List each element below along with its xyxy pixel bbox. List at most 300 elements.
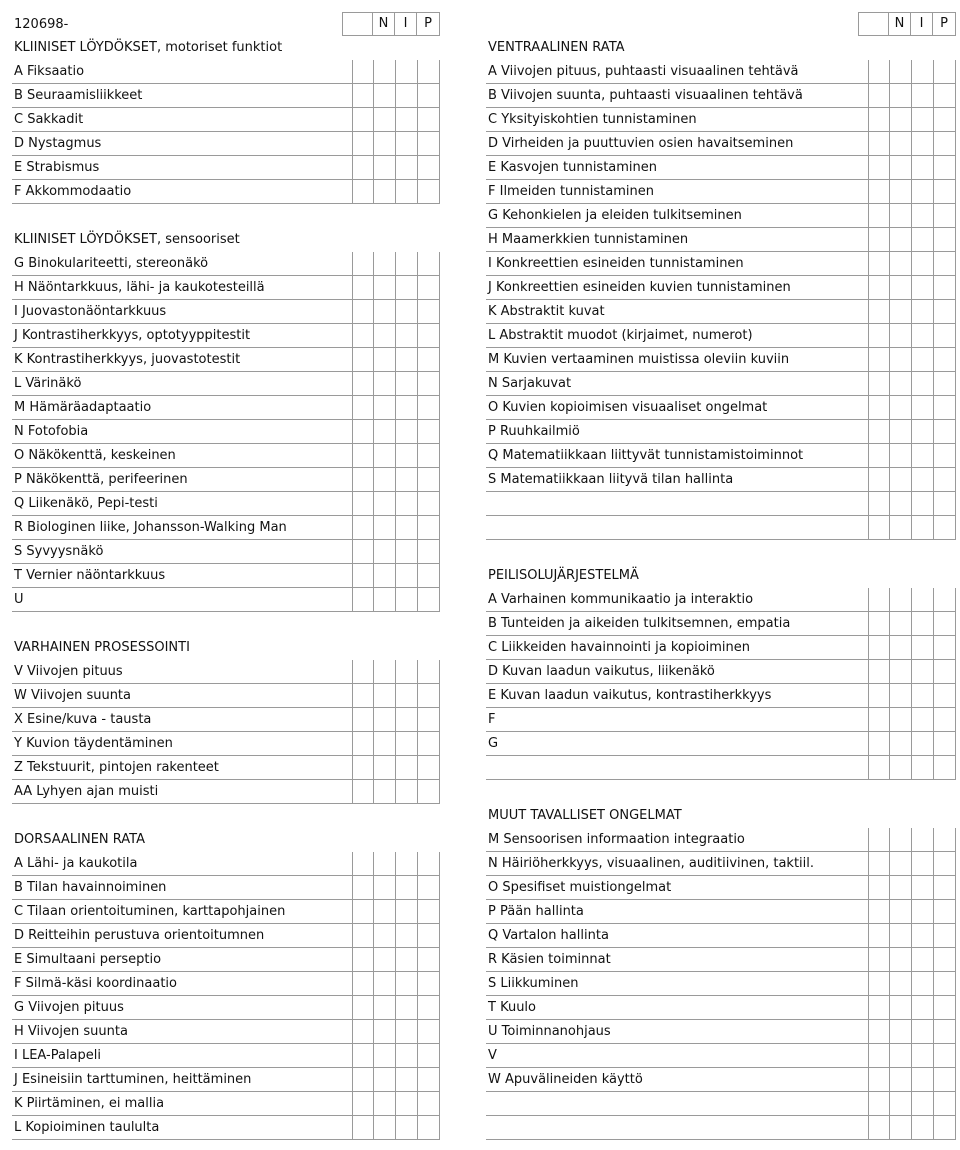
rating-cell-blank[interactable] [353, 540, 374, 563]
rating-cell-i[interactable] [396, 1068, 418, 1091]
rating-cell-blank[interactable] [353, 468, 374, 491]
rating-cell-p[interactable] [934, 972, 956, 995]
rating-cell-i[interactable] [396, 1020, 418, 1043]
rating-cell-n[interactable] [374, 420, 396, 443]
rating-cell-blank[interactable] [353, 684, 374, 707]
rating-cell-p[interactable] [934, 468, 956, 491]
rating-cell-i[interactable] [912, 1020, 934, 1043]
rating-cell-blank[interactable] [353, 108, 374, 131]
rating-cell-blank[interactable] [353, 924, 374, 947]
rating-cell-blank[interactable] [869, 996, 890, 1019]
rating-cell-i[interactable] [912, 492, 934, 515]
rating-cell-p[interactable] [418, 1116, 440, 1139]
rating-cell-i[interactable] [396, 156, 418, 179]
rating-cell-p[interactable] [418, 780, 440, 803]
rating-cell-i[interactable] [396, 468, 418, 491]
rating-cell-blank[interactable] [869, 756, 890, 779]
rating-cell-i[interactable] [912, 84, 934, 107]
rating-cell-blank[interactable] [869, 1044, 890, 1067]
rating-cell-i[interactable] [912, 996, 934, 1019]
rating-cell-p[interactable] [934, 852, 956, 875]
rating-cell-blank[interactable] [869, 156, 890, 179]
rating-cell-n[interactable] [890, 948, 912, 971]
rating-cell-i[interactable] [912, 324, 934, 347]
rating-cell-n[interactable] [374, 1044, 396, 1067]
rating-cell-p[interactable] [418, 1020, 440, 1043]
rating-cell-i[interactable] [912, 396, 934, 419]
rating-cell-n[interactable] [890, 156, 912, 179]
rating-cell-i[interactable] [912, 276, 934, 299]
rating-cell-p[interactable] [418, 540, 440, 563]
rating-cell-blank[interactable] [353, 564, 374, 587]
rating-cell-p[interactable] [934, 1092, 956, 1115]
rating-cell-i[interactable] [912, 1068, 934, 1091]
rating-cell-n[interactable] [890, 468, 912, 491]
rating-cell-i[interactable] [912, 132, 934, 155]
rating-cell-i[interactable] [396, 252, 418, 275]
rating-cell-blank[interactable] [869, 372, 890, 395]
rating-cell-n[interactable] [374, 564, 396, 587]
rating-cell-p[interactable] [934, 300, 956, 323]
rating-cell-p[interactable] [934, 156, 956, 179]
rating-cell-n[interactable] [374, 876, 396, 899]
rating-cell-blank[interactable] [869, 516, 890, 539]
rating-cell-p[interactable] [934, 228, 956, 251]
rating-cell-blank[interactable] [869, 588, 890, 611]
rating-cell-blank[interactable] [353, 276, 374, 299]
rating-cell-blank[interactable] [353, 396, 374, 419]
rating-cell-blank[interactable] [869, 708, 890, 731]
rating-cell-n[interactable] [890, 684, 912, 707]
rating-cell-p[interactable] [934, 60, 956, 83]
rating-cell-blank[interactable] [869, 492, 890, 515]
rating-cell-i[interactable] [396, 348, 418, 371]
rating-cell-i[interactable] [396, 540, 418, 563]
rating-cell-i[interactable] [396, 996, 418, 1019]
rating-cell-n[interactable] [374, 60, 396, 83]
rating-cell-i[interactable] [396, 684, 418, 707]
rating-cell-blank[interactable] [353, 780, 374, 803]
rating-cell-blank[interactable] [353, 156, 374, 179]
rating-cell-n[interactable] [890, 1044, 912, 1067]
rating-cell-i[interactable] [396, 588, 418, 611]
rating-cell-n[interactable] [374, 948, 396, 971]
rating-cell-i[interactable] [912, 900, 934, 923]
rating-cell-n[interactable] [890, 492, 912, 515]
rating-cell-i[interactable] [396, 60, 418, 83]
rating-cell-n[interactable] [890, 1092, 912, 1115]
rating-cell-n[interactable] [890, 1116, 912, 1139]
rating-cell-blank[interactable] [869, 684, 890, 707]
rating-cell-p[interactable] [934, 612, 956, 635]
rating-cell-p[interactable] [934, 204, 956, 227]
rating-cell-n[interactable] [890, 228, 912, 251]
rating-cell-i[interactable] [912, 204, 934, 227]
rating-cell-p[interactable] [934, 516, 956, 539]
rating-cell-blank[interactable] [869, 636, 890, 659]
rating-cell-p[interactable] [934, 756, 956, 779]
rating-cell-blank[interactable] [353, 756, 374, 779]
rating-cell-blank[interactable] [869, 660, 890, 683]
rating-cell-p[interactable] [418, 1068, 440, 1091]
rating-cell-p[interactable] [418, 900, 440, 923]
rating-cell-i[interactable] [396, 900, 418, 923]
rating-cell-blank[interactable] [353, 300, 374, 323]
rating-cell-blank[interactable] [353, 900, 374, 923]
rating-cell-n[interactable] [890, 1020, 912, 1043]
rating-cell-n[interactable] [374, 108, 396, 131]
rating-cell-p[interactable] [418, 276, 440, 299]
rating-cell-n[interactable] [374, 1116, 396, 1139]
rating-cell-p[interactable] [934, 492, 956, 515]
rating-cell-i[interactable] [912, 444, 934, 467]
rating-cell-p[interactable] [418, 372, 440, 395]
rating-cell-n[interactable] [374, 924, 396, 947]
rating-cell-i[interactable] [912, 708, 934, 731]
rating-cell-n[interactable] [890, 996, 912, 1019]
rating-cell-blank[interactable] [353, 180, 374, 203]
rating-cell-n[interactable] [890, 636, 912, 659]
rating-cell-i[interactable] [912, 684, 934, 707]
rating-cell-blank[interactable] [869, 420, 890, 443]
rating-cell-i[interactable] [396, 948, 418, 971]
rating-cell-p[interactable] [418, 492, 440, 515]
rating-cell-blank[interactable] [353, 876, 374, 899]
rating-cell-n[interactable] [890, 900, 912, 923]
rating-cell-p[interactable] [418, 588, 440, 611]
rating-cell-blank[interactable] [353, 444, 374, 467]
rating-cell-n[interactable] [890, 252, 912, 275]
rating-cell-i[interactable] [396, 492, 418, 515]
rating-cell-i[interactable] [396, 756, 418, 779]
rating-cell-n[interactable] [374, 780, 396, 803]
rating-cell-p[interactable] [418, 396, 440, 419]
rating-cell-i[interactable] [396, 276, 418, 299]
rating-cell-blank[interactable] [353, 972, 374, 995]
rating-cell-n[interactable] [374, 372, 396, 395]
rating-cell-i[interactable] [912, 252, 934, 275]
rating-cell-blank[interactable] [353, 348, 374, 371]
rating-cell-i[interactable] [912, 468, 934, 491]
rating-cell-blank[interactable] [353, 948, 374, 971]
rating-cell-p[interactable] [934, 684, 956, 707]
rating-cell-i[interactable] [396, 396, 418, 419]
rating-cell-i[interactable] [912, 852, 934, 875]
rating-cell-p[interactable] [934, 1020, 956, 1043]
rating-cell-n[interactable] [374, 300, 396, 323]
rating-cell-n[interactable] [374, 588, 396, 611]
rating-cell-blank[interactable] [869, 396, 890, 419]
rating-cell-p[interactable] [934, 924, 956, 947]
rating-cell-i[interactable] [396, 324, 418, 347]
rating-cell-n[interactable] [890, 708, 912, 731]
rating-cell-n[interactable] [890, 876, 912, 899]
rating-cell-n[interactable] [374, 396, 396, 419]
rating-cell-p[interactable] [934, 252, 956, 275]
rating-cell-n[interactable] [374, 132, 396, 155]
rating-cell-n[interactable] [890, 756, 912, 779]
rating-cell-i[interactable] [912, 828, 934, 851]
rating-cell-blank[interactable] [869, 84, 890, 107]
rating-cell-i[interactable] [912, 180, 934, 203]
rating-cell-i[interactable] [396, 972, 418, 995]
rating-cell-blank[interactable] [353, 852, 374, 875]
rating-cell-i[interactable] [396, 420, 418, 443]
rating-cell-i[interactable] [396, 732, 418, 755]
rating-cell-p[interactable] [934, 636, 956, 659]
rating-cell-p[interactable] [934, 324, 956, 347]
rating-cell-n[interactable] [890, 324, 912, 347]
rating-cell-i[interactable] [396, 180, 418, 203]
rating-cell-blank[interactable] [353, 996, 374, 1019]
rating-cell-i[interactable] [912, 300, 934, 323]
rating-cell-n[interactable] [890, 852, 912, 875]
rating-cell-p[interactable] [418, 108, 440, 131]
rating-cell-n[interactable] [890, 132, 912, 155]
rating-cell-n[interactable] [374, 972, 396, 995]
rating-cell-blank[interactable] [869, 732, 890, 755]
rating-cell-blank[interactable] [869, 468, 890, 491]
rating-cell-blank[interactable] [353, 252, 374, 275]
rating-cell-n[interactable] [374, 84, 396, 107]
rating-cell-blank[interactable] [869, 180, 890, 203]
rating-cell-n[interactable] [374, 900, 396, 923]
rating-cell-p[interactable] [934, 660, 956, 683]
rating-cell-i[interactable] [396, 132, 418, 155]
rating-cell-blank[interactable] [353, 60, 374, 83]
rating-cell-blank[interactable] [869, 132, 890, 155]
rating-cell-p[interactable] [934, 132, 956, 155]
rating-cell-i[interactable] [396, 564, 418, 587]
rating-cell-i[interactable] [912, 636, 934, 659]
rating-cell-n[interactable] [890, 372, 912, 395]
rating-cell-blank[interactable] [353, 84, 374, 107]
rating-cell-blank[interactable] [869, 324, 890, 347]
rating-cell-n[interactable] [890, 108, 912, 131]
rating-cell-n[interactable] [374, 324, 396, 347]
rating-cell-p[interactable] [418, 420, 440, 443]
rating-cell-n[interactable] [890, 420, 912, 443]
rating-cell-blank[interactable] [353, 1068, 374, 1091]
rating-cell-blank[interactable] [869, 612, 890, 635]
rating-cell-p[interactable] [418, 132, 440, 155]
rating-cell-n[interactable] [374, 276, 396, 299]
rating-cell-p[interactable] [418, 684, 440, 707]
rating-cell-p[interactable] [934, 1068, 956, 1091]
rating-cell-i[interactable] [396, 780, 418, 803]
rating-cell-blank[interactable] [869, 828, 890, 851]
rating-cell-i[interactable] [396, 924, 418, 947]
rating-cell-blank[interactable] [869, 228, 890, 251]
rating-cell-p[interactable] [934, 1044, 956, 1067]
rating-cell-blank[interactable] [353, 708, 374, 731]
rating-cell-blank[interactable] [869, 300, 890, 323]
rating-cell-blank[interactable] [353, 660, 374, 683]
rating-cell-p[interactable] [934, 276, 956, 299]
rating-cell-p[interactable] [418, 180, 440, 203]
rating-cell-i[interactable] [396, 1044, 418, 1067]
rating-cell-n[interactable] [890, 204, 912, 227]
rating-cell-n[interactable] [374, 1068, 396, 1091]
rating-cell-i[interactable] [912, 420, 934, 443]
rating-cell-blank[interactable] [869, 444, 890, 467]
rating-cell-i[interactable] [912, 612, 934, 635]
rating-cell-i[interactable] [396, 372, 418, 395]
rating-cell-n[interactable] [374, 348, 396, 371]
rating-cell-i[interactable] [396, 84, 418, 107]
rating-cell-n[interactable] [890, 60, 912, 83]
rating-cell-p[interactable] [418, 156, 440, 179]
rating-cell-n[interactable] [374, 156, 396, 179]
rating-cell-p[interactable] [418, 660, 440, 683]
rating-cell-i[interactable] [912, 60, 934, 83]
rating-cell-blank[interactable] [353, 420, 374, 443]
rating-cell-i[interactable] [912, 348, 934, 371]
rating-cell-blank[interactable] [353, 1044, 374, 1067]
rating-cell-i[interactable] [396, 444, 418, 467]
rating-cell-i[interactable] [912, 756, 934, 779]
rating-cell-i[interactable] [912, 108, 934, 131]
rating-cell-n[interactable] [890, 732, 912, 755]
rating-cell-blank[interactable] [353, 1092, 374, 1115]
rating-cell-p[interactable] [934, 444, 956, 467]
rating-cell-p[interactable] [934, 108, 956, 131]
rating-cell-p[interactable] [418, 1092, 440, 1115]
rating-cell-p[interactable] [418, 468, 440, 491]
rating-cell-i[interactable] [396, 1116, 418, 1139]
rating-cell-n[interactable] [374, 540, 396, 563]
rating-cell-p[interactable] [418, 708, 440, 731]
rating-cell-n[interactable] [890, 924, 912, 947]
rating-cell-blank[interactable] [353, 516, 374, 539]
rating-cell-p[interactable] [418, 732, 440, 755]
rating-cell-i[interactable] [912, 588, 934, 611]
rating-cell-blank[interactable] [353, 1116, 374, 1139]
rating-cell-blank[interactable] [353, 588, 374, 611]
rating-cell-p[interactable] [418, 348, 440, 371]
rating-cell-p[interactable] [418, 300, 440, 323]
rating-cell-p[interactable] [934, 588, 956, 611]
rating-cell-blank[interactable] [353, 132, 374, 155]
rating-cell-n[interactable] [374, 1020, 396, 1043]
rating-cell-n[interactable] [374, 756, 396, 779]
rating-cell-n[interactable] [890, 1068, 912, 1091]
rating-cell-n[interactable] [374, 732, 396, 755]
rating-cell-i[interactable] [912, 732, 934, 755]
rating-cell-i[interactable] [912, 156, 934, 179]
rating-cell-n[interactable] [890, 972, 912, 995]
rating-cell-p[interactable] [418, 948, 440, 971]
rating-cell-p[interactable] [934, 180, 956, 203]
rating-cell-p[interactable] [934, 948, 956, 971]
rating-cell-n[interactable] [374, 180, 396, 203]
rating-cell-blank[interactable] [869, 60, 890, 83]
rating-cell-n[interactable] [890, 84, 912, 107]
rating-cell-i[interactable] [912, 948, 934, 971]
rating-cell-p[interactable] [418, 564, 440, 587]
rating-cell-blank[interactable] [869, 852, 890, 875]
rating-cell-n[interactable] [890, 588, 912, 611]
rating-cell-p[interactable] [934, 996, 956, 1019]
rating-cell-i[interactable] [396, 516, 418, 539]
rating-cell-blank[interactable] [869, 876, 890, 899]
rating-cell-i[interactable] [396, 1092, 418, 1115]
rating-cell-n[interactable] [374, 660, 396, 683]
rating-cell-i[interactable] [912, 516, 934, 539]
rating-cell-i[interactable] [396, 852, 418, 875]
rating-cell-p[interactable] [934, 420, 956, 443]
rating-cell-blank[interactable] [353, 732, 374, 755]
rating-cell-n[interactable] [890, 300, 912, 323]
rating-cell-n[interactable] [374, 252, 396, 275]
rating-cell-p[interactable] [934, 348, 956, 371]
rating-cell-i[interactable] [912, 1116, 934, 1139]
rating-cell-n[interactable] [374, 996, 396, 1019]
rating-cell-n[interactable] [890, 828, 912, 851]
rating-cell-n[interactable] [374, 708, 396, 731]
rating-cell-blank[interactable] [353, 372, 374, 395]
rating-cell-blank[interactable] [869, 1020, 890, 1043]
rating-cell-i[interactable] [912, 660, 934, 683]
rating-cell-blank[interactable] [869, 204, 890, 227]
rating-cell-p[interactable] [418, 324, 440, 347]
rating-cell-p[interactable] [418, 1044, 440, 1067]
rating-cell-p[interactable] [418, 252, 440, 275]
rating-cell-p[interactable] [934, 900, 956, 923]
rating-cell-p[interactable] [934, 876, 956, 899]
rating-cell-n[interactable] [374, 684, 396, 707]
rating-cell-n[interactable] [890, 612, 912, 635]
rating-cell-n[interactable] [374, 468, 396, 491]
rating-cell-i[interactable] [912, 228, 934, 251]
rating-cell-p[interactable] [418, 996, 440, 1019]
rating-cell-p[interactable] [418, 516, 440, 539]
rating-cell-blank[interactable] [869, 948, 890, 971]
rating-cell-blank[interactable] [869, 276, 890, 299]
rating-cell-n[interactable] [374, 1092, 396, 1115]
rating-cell-i[interactable] [396, 108, 418, 131]
rating-cell-n[interactable] [374, 492, 396, 515]
rating-cell-blank[interactable] [869, 1116, 890, 1139]
rating-cell-blank[interactable] [869, 252, 890, 275]
rating-cell-i[interactable] [912, 1044, 934, 1067]
rating-cell-i[interactable] [912, 972, 934, 995]
rating-cell-i[interactable] [912, 1092, 934, 1115]
rating-cell-n[interactable] [890, 660, 912, 683]
rating-cell-blank[interactable] [353, 324, 374, 347]
rating-cell-p[interactable] [418, 84, 440, 107]
rating-cell-p[interactable] [418, 924, 440, 947]
rating-cell-p[interactable] [418, 444, 440, 467]
rating-cell-i[interactable] [912, 876, 934, 899]
rating-cell-n[interactable] [890, 180, 912, 203]
rating-cell-p[interactable] [418, 756, 440, 779]
rating-cell-p[interactable] [418, 972, 440, 995]
rating-cell-p[interactable] [934, 396, 956, 419]
rating-cell-n[interactable] [890, 444, 912, 467]
rating-cell-blank[interactable] [869, 348, 890, 371]
rating-cell-i[interactable] [396, 660, 418, 683]
rating-cell-n[interactable] [890, 276, 912, 299]
rating-cell-blank[interactable] [869, 1068, 890, 1091]
rating-cell-p[interactable] [418, 60, 440, 83]
rating-cell-p[interactable] [418, 852, 440, 875]
rating-cell-n[interactable] [890, 516, 912, 539]
rating-cell-n[interactable] [374, 444, 396, 467]
rating-cell-n[interactable] [890, 348, 912, 371]
rating-cell-n[interactable] [890, 396, 912, 419]
rating-cell-blank[interactable] [353, 1020, 374, 1043]
